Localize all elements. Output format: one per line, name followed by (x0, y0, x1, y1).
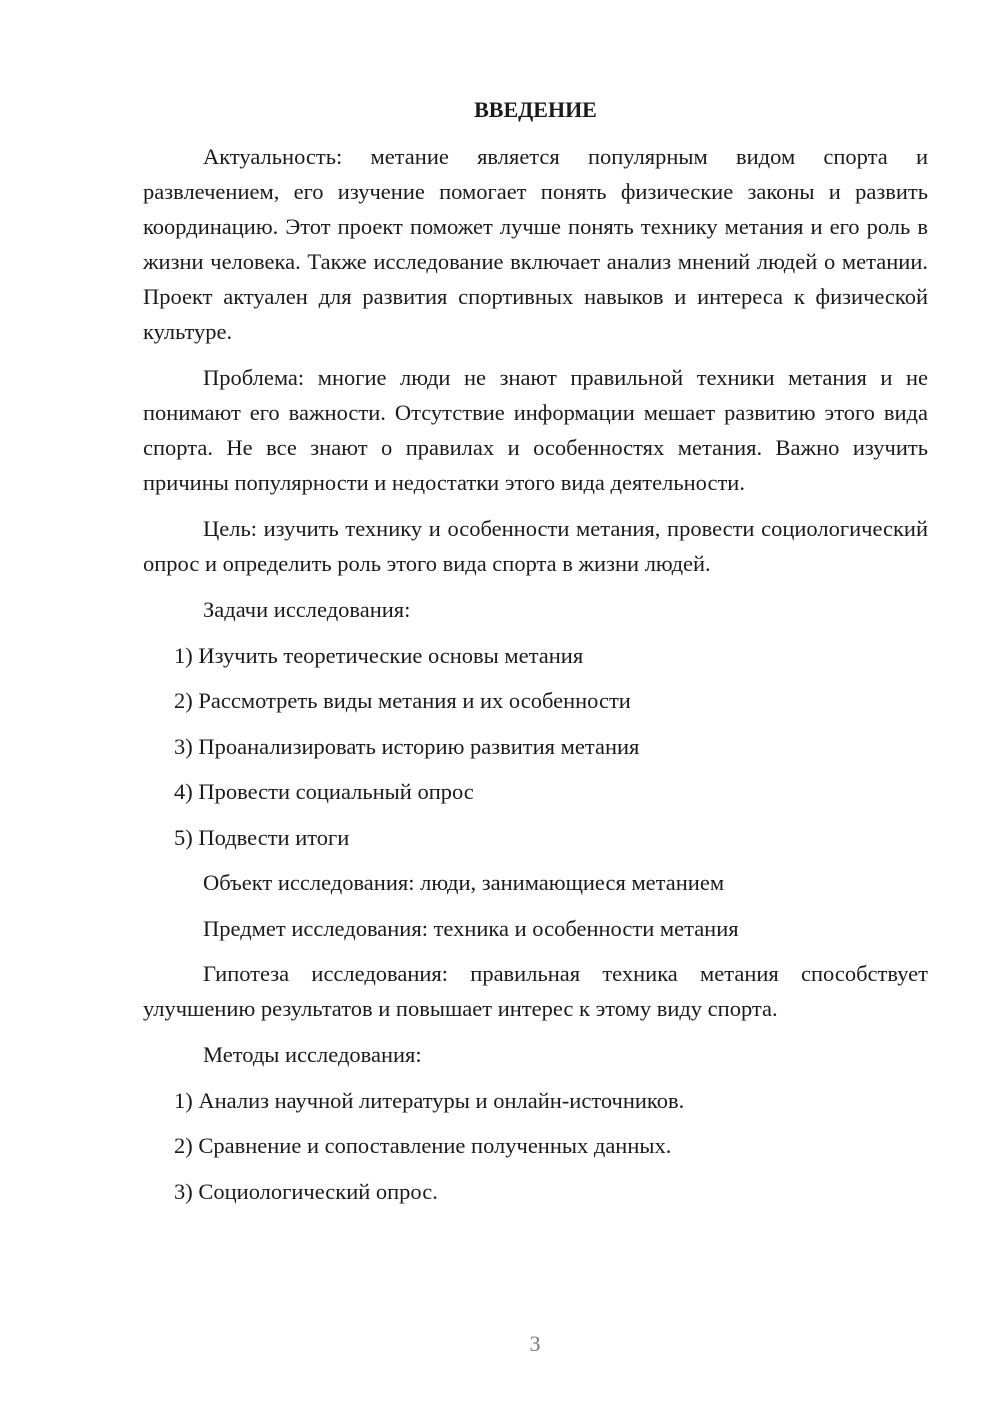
methods-heading: Методы исследования: (203, 1042, 422, 1067)
list-item: 2) Рассмотреть виды метания и их особенности (174, 688, 631, 713)
list-item: 4) Провести социальный опрос (174, 779, 474, 804)
page-title: ВВЕДЕНИЕ (474, 97, 597, 122)
relevance-paragraph: Актуальность: метание является популярным видом спорта и развлечением, его изучение помогает понять физические законы и развить координацию. Этот проект поможет лучше понять технику метания и его роль в жизни человека. Также исследование включает анализ мнений людей о метании. Проект актуален для развития спортивных навыков и интереса к физической культуре. (143, 144, 928, 344)
tasks-list (143, 638, 928, 855)
list-item: 3) Проанализировать историю развития метания (174, 733, 640, 759)
tasks-heading: Задачи исследования: (203, 597, 411, 622)
page-number: 3 (529, 1331, 541, 1356)
hypothesis-paragraph: Гипотеза исследования: правильная техника метания способствует улучшению результатов и повышает интерес к этому виду спорта. (143, 961, 928, 1021)
document-page (143, 92, 928, 1219)
problem-paragraph: Проблема: многие люди не знают правильной техники метания и не понимают его важности. Отсутствие информации мешает развитию этого вида спорта. Не все знают о правилах и особенностях метания. Важно изучить причины популярности и недостатки этого вида деятельности. (143, 365, 928, 495)
subject-line: Предмет исследования: техника и особенности метания (203, 915, 739, 941)
list-item: 1) Анализ научной литературы и онлайн-источников. (174, 1087, 685, 1113)
list-item: 3) Социологический опрос. (174, 1178, 438, 1204)
list-item: 2) Сравнение и сопоставление полученных данных. (174, 1133, 672, 1158)
goal-paragraph: Цель: изучить технику и особенности метания, провести социологический опрос и определить роль этого вида спорта в жизни людей. (143, 516, 928, 576)
object-line: Объект исследования: люди, занимающиеся метанием (203, 870, 725, 895)
list-item: 1) Изучить теоретические основы метания (174, 642, 584, 668)
list-item: 5) Подвести итоги (174, 824, 350, 850)
methods-list (143, 1083, 928, 1209)
